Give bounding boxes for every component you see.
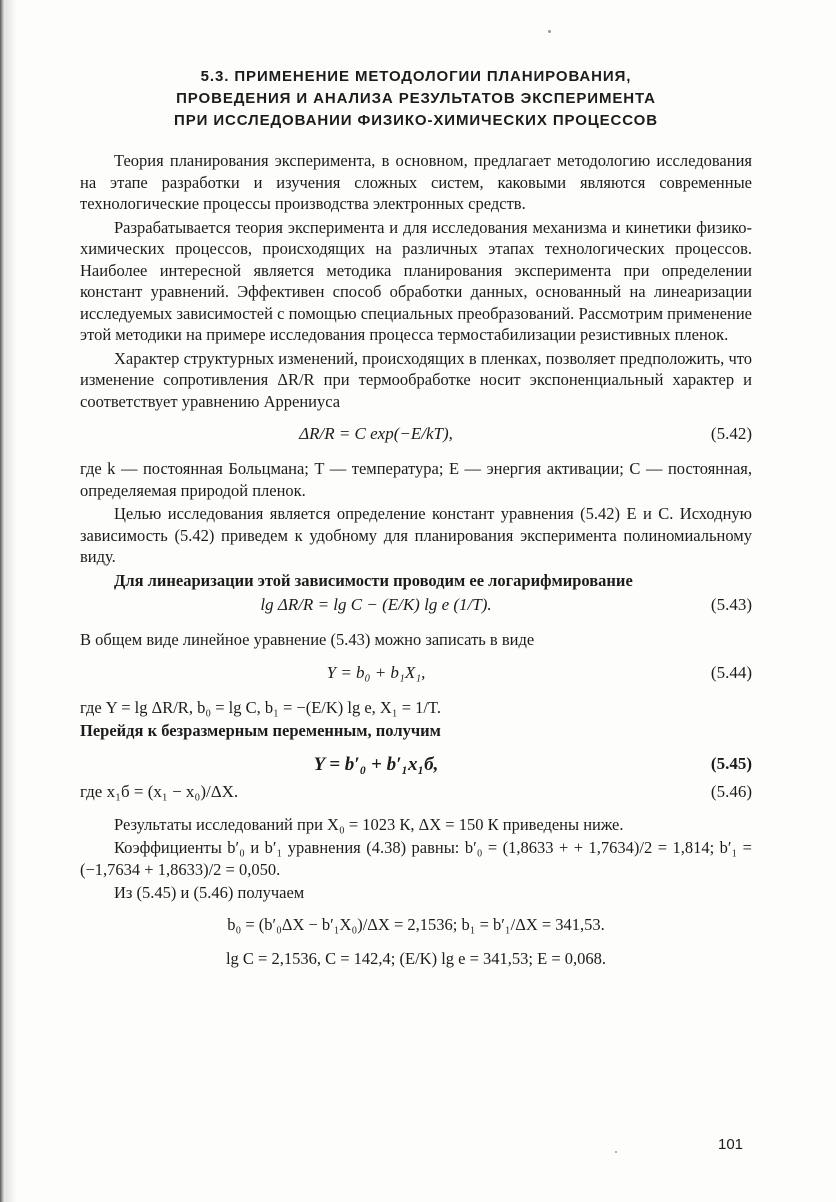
formula-5-45 bbox=[80, 750, 752, 780]
formula-5-44 bbox=[80, 659, 752, 689]
print-speck bbox=[615, 1151, 617, 1153]
formula-expression: Y = b₀ + b₁X₁, bbox=[326, 662, 426, 682]
page-content bbox=[80, 150, 752, 974]
formula-number: (5.44) bbox=[710, 662, 752, 682]
paragraph-method: Разрабатывается теория эксперимента и для исследования механизма и кинетики физико-химических процессов, происходящих на различных этапах технологических процессов. Наиболее интересной является методика планирования эксперимента при определении констант уравнений. Эффективен способ обработки данных, основанный на линеаризации исследуемых зависимостей с помощью специальных преобразований. Рассмотрим применение этой методики на примере исследования процесса термостабилизации резистивных пленок. bbox=[80, 217, 752, 344]
paragraph-intro: Теория планирования эксперимента, в основном, предлагает методологию исследования на этапе разработки и изучения сложных систем, каковыми являются современные технологические процессы производства электронных средств. bbox=[80, 151, 752, 213]
heading-line-1: 5.3. ПРИМЕНЕНИЕ МЕТОДОЛОГИИ ПЛАНИРОВАНИЯ, bbox=[200, 68, 632, 85]
formula-expression: lg ΔR/R = lg C − (E/K) lg e (1/T). bbox=[260, 595, 492, 614]
formula-expression: где x₁б = (x₁ − x₀)/ΔX. bbox=[80, 781, 239, 801]
paragraph-variable-defs: где Y = lg ΔR/R, b₀ = lg C, b₁ = −(E/K) lg e, X₁ = 1/T. bbox=[80, 697, 441, 717]
paragraph-linear-form: В общем виде линейное уравнение (5.43) можно записать в виде bbox=[80, 630, 535, 649]
paragraph-definitions: где k — постоянная Больцмана; T — температура; E — энергия активации; C — постоянная, определяемая природой пленок. bbox=[80, 459, 752, 500]
paragraph-linearization: Для линеаризации этой зависимости проводим ее логарифмирование bbox=[114, 570, 633, 590]
page-number: 101 bbox=[718, 1136, 744, 1153]
heading-line-3: ПРИ ИССЛЕДОВАНИИ ФИЗИКО-ХИМИЧЕСКИХ ПРОЦЕССОВ bbox=[174, 112, 658, 129]
paragraph-arrhenius: Характер структурных изменений, происходящих в пленках, позволяет предположить, что изменение сопротивления ΔR/R при термообработке носит экспоненциальный характер и соответствует уравнению Аррениуса bbox=[80, 348, 752, 411]
formula-number: (5.45) bbox=[710, 753, 752, 773]
formula-number: (5.42) bbox=[710, 424, 752, 443]
paragraph-obtain: Из (5.45) и (5.46) получаем bbox=[114, 883, 305, 902]
formula-number: (5.43) bbox=[710, 595, 752, 614]
paragraph-dimensionless: Перейдя к безразмерным переменным, получим bbox=[80, 721, 441, 740]
heading-line-2: ПРОВЕДЕНИЯ И АНАЛИЗА РЕЗУЛЬТАТОВ ЭКСПЕРИМЕНТА bbox=[176, 90, 656, 107]
formula-expression: ΔR/R = C exp(−E/kT), bbox=[299, 424, 453, 443]
formula-5-42 bbox=[80, 420, 752, 450]
paragraph-results: Результаты исследований при X₀ = 1023 К, ΔX = 150 К приведены ниже. bbox=[114, 814, 624, 834]
formula-number: (5.46) bbox=[710, 781, 752, 801]
section-heading bbox=[80, 66, 752, 132]
paragraph-coefficients: Коэффициенты b′₀ и b′₁ уравнения (4.38) равны: b′₀ = (1,8633 + + 1,7634)/2 = 1,814; b′₁ = (−1,7634 + 1,8633)/2 = 0,050. bbox=[80, 838, 752, 879]
formula-5-46 bbox=[80, 780, 752, 806]
result-line-2: lg C = 2,1536, C = 142,4; (E/K) lg e = 341,53; E = 0,068. bbox=[225, 948, 607, 968]
paragraph-goal: Целью исследования является определение констант уравнения (5.42) E и C. Исходную зависимость (5.42) приведем к удобному для планирования эксперимента полиномиальному виду. bbox=[80, 504, 752, 566]
formula-5-43 bbox=[80, 591, 752, 621]
page-spine-shadow bbox=[5, 0, 17, 1202]
formula-expression: Y = b′₀ + b′₁x₁б, bbox=[313, 753, 439, 775]
result-line-1: b₀ = (b′₀ΔX − b′₁X₀)/ΔX = 2,1536; b₁ = b′₁/ΔX = 341,53. bbox=[227, 914, 605, 934]
print-speck bbox=[548, 30, 551, 33]
